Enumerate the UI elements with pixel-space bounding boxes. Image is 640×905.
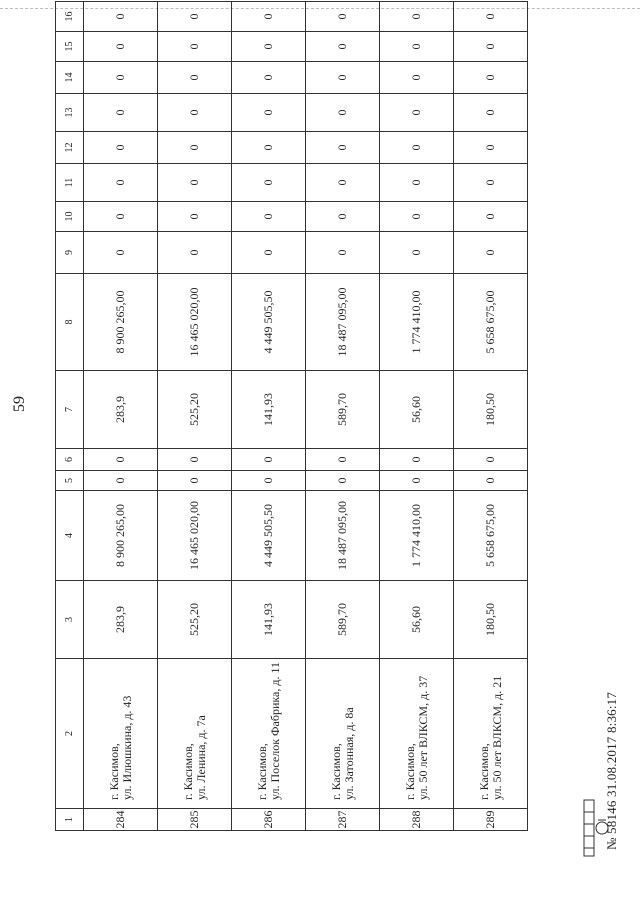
address-city: г. Касимов, <box>180 743 195 800</box>
address-cell <box>306 659 380 809</box>
column-number-cell: 1 <box>56 809 84 831</box>
value-cell-c9: 0 <box>454 232 528 274</box>
value-cell-c5: 0 <box>306 471 380 491</box>
value-cell-c7: 180,50 <box>454 371 528 449</box>
value-cell-c11: 0 <box>84 164 158 202</box>
value-cell-c9: 0 <box>84 232 158 274</box>
value-cell-c4: 5 658 675,00 <box>454 491 528 581</box>
value-cell-c8: 5 658 675,00 <box>454 274 528 371</box>
value-cell-c6: 0 <box>84 449 158 471</box>
table-area <box>55 12 521 831</box>
table-row <box>84 2 158 831</box>
value-cell-c8: 16 465 020,00 <box>158 274 232 371</box>
value-cell-c9: 0 <box>380 232 454 274</box>
value-cell-c12: 0 <box>158 132 232 164</box>
column-number-cell: 8 <box>56 274 84 371</box>
page-number: 59 <box>11 396 28 412</box>
data-table <box>55 1 528 831</box>
value-cell-c10: 0 <box>84 202 158 232</box>
value-cell-c5: 0 <box>158 471 232 491</box>
value-cell-c15: 0 <box>380 32 454 62</box>
value-cell-c8: 4 449 505,50 <box>232 274 306 371</box>
address-street: ул. 50 лет ВЛКСМ, д. 37 <box>415 675 430 800</box>
address-street: ул. Илюшкина, д. 43 <box>119 695 134 800</box>
value-cell-c4: 16 465 020,00 <box>158 491 232 581</box>
value-cell-c15: 0 <box>454 32 528 62</box>
value-cell-c11: 0 <box>232 164 306 202</box>
value-cell-c16: 0 <box>232 2 306 32</box>
value-cell-c13: 0 <box>454 94 528 132</box>
address-city: г. Касимов, <box>328 743 343 800</box>
address-city: г. Касимов, <box>106 743 121 800</box>
row-number-cell: 285 <box>158 809 232 831</box>
column-number-cell: 14 <box>56 62 84 94</box>
value-cell-c6: 0 <box>232 449 306 471</box>
value-cell-c14: 0 <box>454 62 528 94</box>
row-number-cell: 284 <box>84 809 158 831</box>
value-cell-c15: 0 <box>306 32 380 62</box>
address-cell <box>158 659 232 809</box>
value-cell-c7: 283,9 <box>84 371 158 449</box>
column-number-cell: 5 <box>56 471 84 491</box>
column-number-cell: 15 <box>56 32 84 62</box>
value-cell-c16: 0 <box>84 2 158 32</box>
value-cell-c10: 0 <box>380 202 454 232</box>
value-cell-c12: 0 <box>84 132 158 164</box>
value-cell-c9: 0 <box>158 232 232 274</box>
row-number-cell: 288 <box>380 809 454 831</box>
value-cell-c15: 0 <box>84 32 158 62</box>
value-cell-c6: 0 <box>380 449 454 471</box>
value-cell-c10: 0 <box>454 202 528 232</box>
value-cell-c11: 0 <box>158 164 232 202</box>
value-cell-c15: 0 <box>158 32 232 62</box>
address-street: ул. 50 лет ВЛКСМ, д. 21 <box>489 675 504 800</box>
column-number-cell: 4 <box>56 491 84 581</box>
value-cell-c11: 0 <box>454 164 528 202</box>
value-cell-c12: 0 <box>306 132 380 164</box>
value-cell-c15: 0 <box>232 32 306 62</box>
address-street: ул. Ленина, д. 7а <box>193 715 208 800</box>
value-cell-c16: 0 <box>158 2 232 32</box>
column-number-cell: 12 <box>56 132 84 164</box>
value-cell-c4: 1 774 410,00 <box>380 491 454 581</box>
value-cell-c12: 0 <box>380 132 454 164</box>
column-number-cell: 7 <box>56 371 84 449</box>
value-cell-c9: 0 <box>306 232 380 274</box>
value-cell-c13: 0 <box>306 94 380 132</box>
row-number-cell: 289 <box>454 809 528 831</box>
value-cell-c3: 180,50 <box>454 581 528 659</box>
table-row <box>158 2 232 831</box>
value-cell-c7: 56,60 <box>380 371 454 449</box>
value-cell-c8: 1 774 410,00 <box>380 274 454 371</box>
column-number-cell: 16 <box>56 2 84 32</box>
column-number-cell: 10 <box>56 202 84 232</box>
value-cell-c13: 0 <box>84 94 158 132</box>
value-cell-c10: 0 <box>306 202 380 232</box>
address-city: г. Касимов, <box>476 743 491 800</box>
value-cell-c10: 0 <box>232 202 306 232</box>
address-street: ул. Поселок Фабрика, д. 11 <box>267 661 282 800</box>
table-row <box>232 2 306 831</box>
column-number-cell: 9 <box>56 232 84 274</box>
column-number-cell: 13 <box>56 94 84 132</box>
value-cell-c12: 0 <box>454 132 528 164</box>
row-number-cell: 287 <box>306 809 380 831</box>
value-cell-c5: 0 <box>84 471 158 491</box>
column-number-cell: 2 <box>56 659 84 809</box>
value-cell-c10: 0 <box>158 202 232 232</box>
value-cell-c11: 0 <box>306 164 380 202</box>
value-cell-c14: 0 <box>232 62 306 94</box>
value-cell-c12: 0 <box>232 132 306 164</box>
value-cell-c6: 0 <box>158 449 232 471</box>
address-street: ул. Затонная, д. 8а <box>341 707 356 800</box>
value-cell-c16: 0 <box>454 2 528 32</box>
value-cell-c4: 18 487 095,00 <box>306 491 380 581</box>
column-number-cell: 11 <box>56 164 84 202</box>
value-cell-c8: 8 900 265,00 <box>84 274 158 371</box>
value-cell-c14: 0 <box>84 62 158 94</box>
value-cell-c4: 4 449 505,50 <box>232 491 306 581</box>
value-cell-c13: 0 <box>232 94 306 132</box>
value-cell-c5: 0 <box>380 471 454 491</box>
table-row <box>380 2 454 831</box>
address-cell <box>232 659 306 809</box>
value-cell-c13: 0 <box>380 94 454 132</box>
value-cell-c11: 0 <box>380 164 454 202</box>
table-row <box>306 2 380 831</box>
value-cell-c8: 18 487 095,00 <box>306 274 380 371</box>
value-cell-c16: 0 <box>306 2 380 32</box>
column-number-cell: 6 <box>56 449 84 471</box>
value-cell-c3: 283,9 <box>84 581 158 659</box>
value-cell-c7: 525,20 <box>158 371 232 449</box>
value-cell-c9: 0 <box>232 232 306 274</box>
header-row <box>56 2 84 831</box>
value-cell-c14: 0 <box>306 62 380 94</box>
value-cell-c16: 0 <box>380 2 454 32</box>
value-cell-c3: 141,93 <box>232 581 306 659</box>
address-city: г. Касимов, <box>402 743 417 800</box>
value-cell-c3: 56,60 <box>380 581 454 659</box>
value-cell-c14: 0 <box>380 62 454 94</box>
address-cell <box>380 659 454 809</box>
value-cell-c5: 0 <box>454 471 528 491</box>
address-cell <box>84 659 158 809</box>
value-cell-c14: 0 <box>158 62 232 94</box>
stamp-number-text: № 58146 31.08.2017 8:36:17 <box>604 691 619 850</box>
value-cell-c5: 0 <box>232 471 306 491</box>
value-cell-c3: 525,20 <box>158 581 232 659</box>
value-cell-c7: 589,70 <box>306 371 380 449</box>
row-number-cell: 286 <box>232 809 306 831</box>
value-cell-c4: 8 900 265,00 <box>84 491 158 581</box>
table-body <box>56 2 528 831</box>
value-cell-c7: 141,93 <box>232 371 306 449</box>
column-number-cell: 3 <box>56 581 84 659</box>
value-cell-c6: 0 <box>454 449 528 471</box>
value-cell-c3: 589,70 <box>306 581 380 659</box>
value-cell-c6: 0 <box>306 449 380 471</box>
value-cell-c13: 0 <box>158 94 232 132</box>
address-city: г. Касимов, <box>254 743 269 800</box>
table-row <box>454 2 528 831</box>
